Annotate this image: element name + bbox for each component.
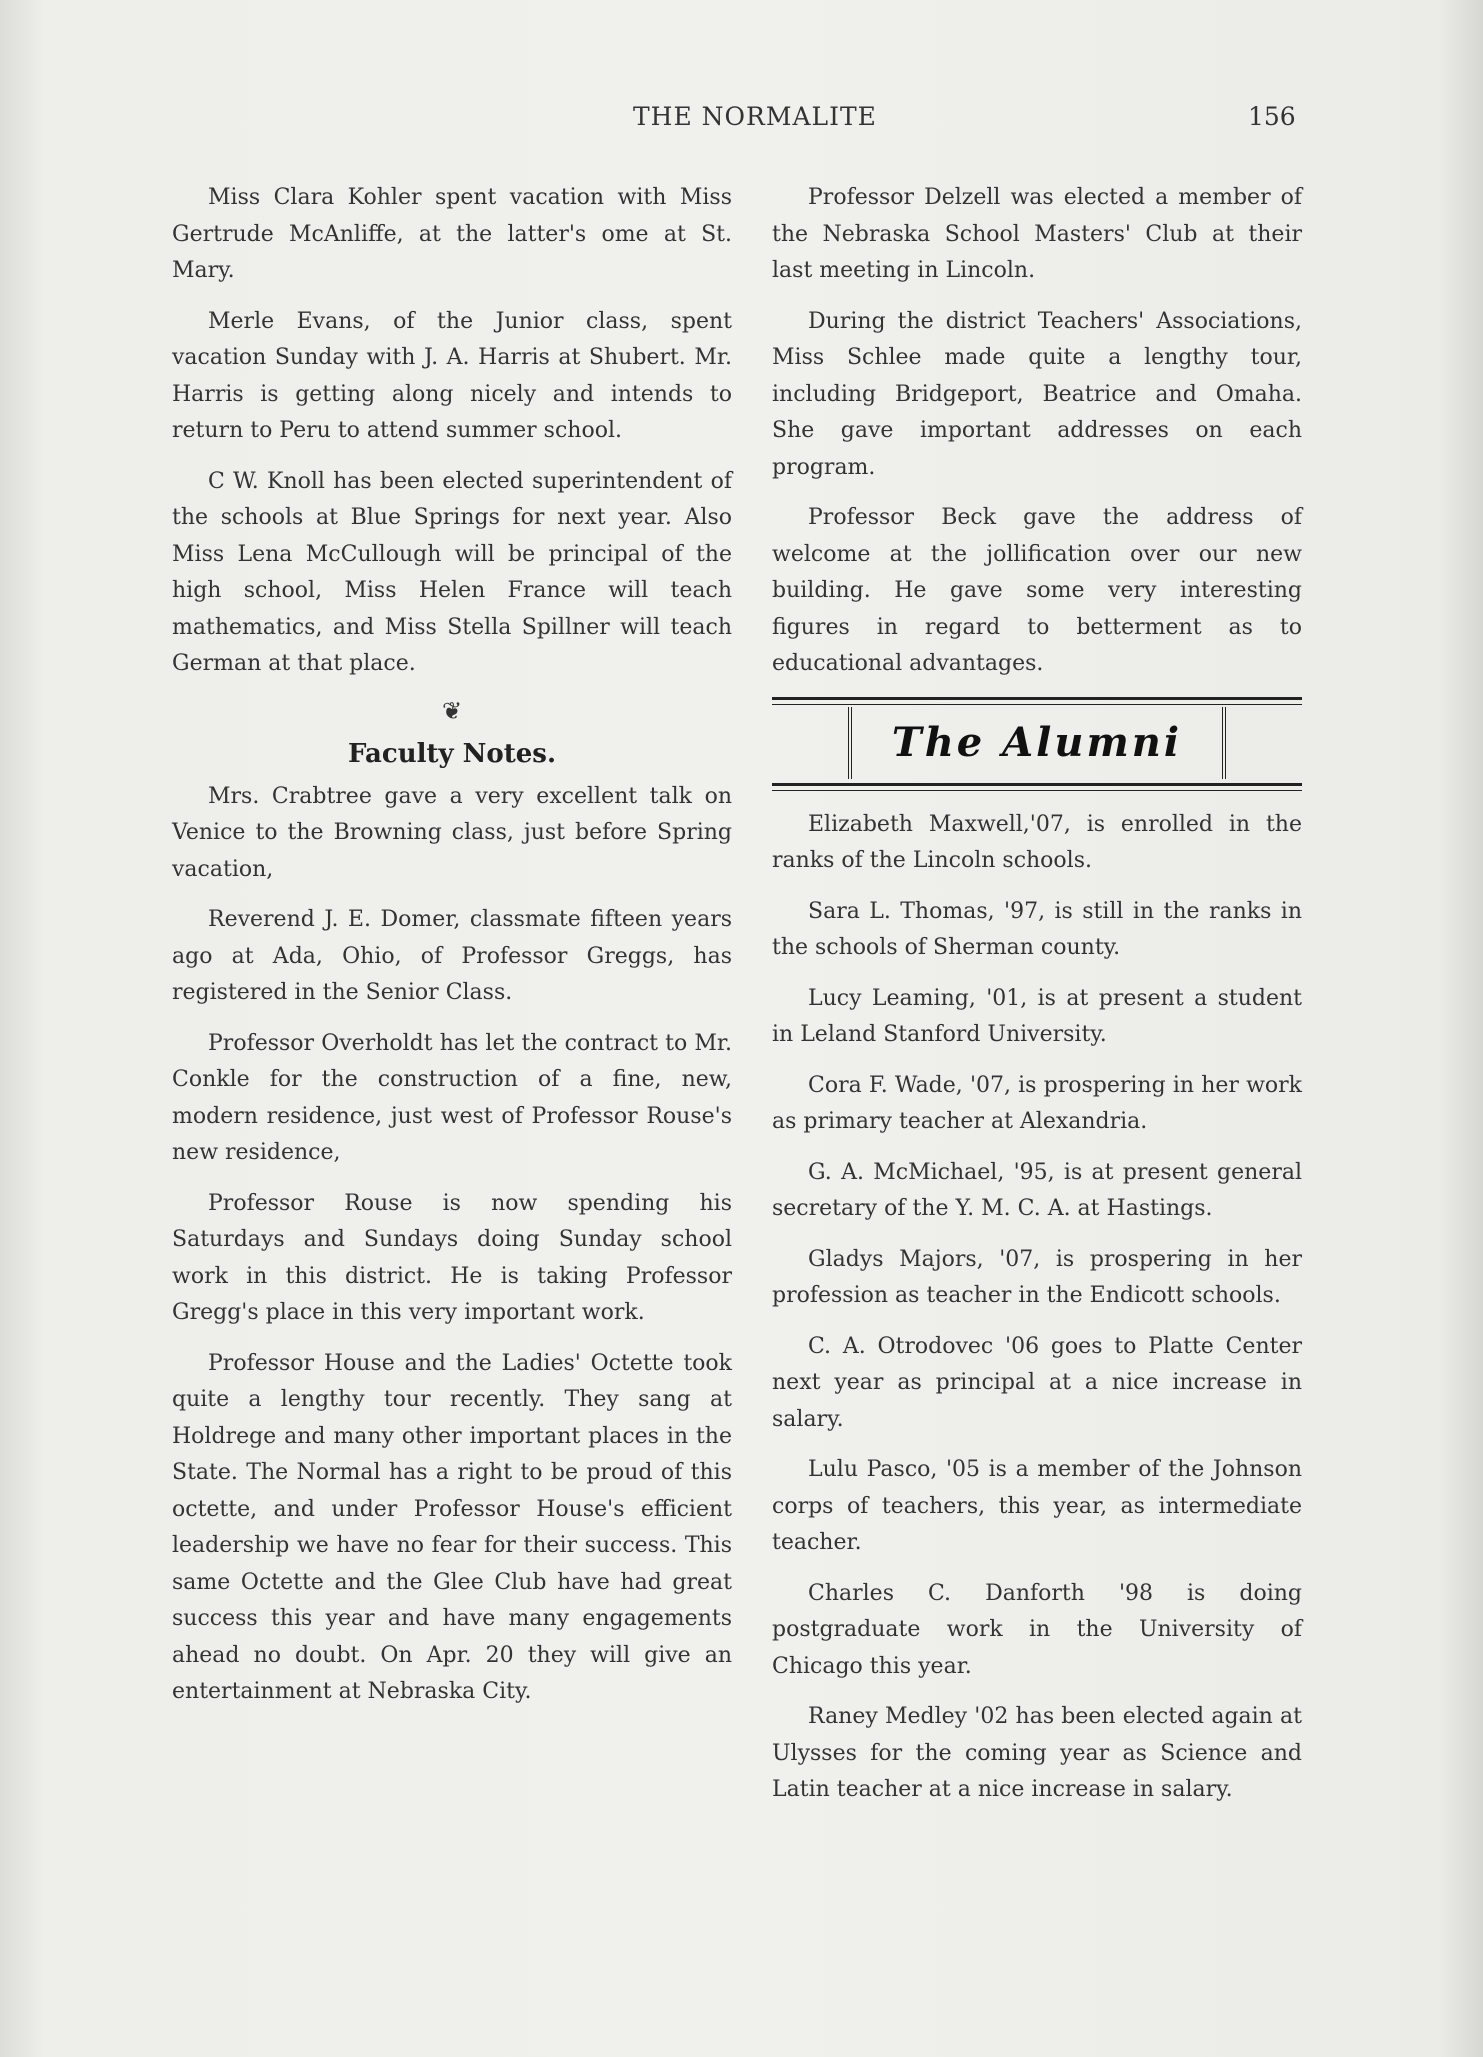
paragraph: Merle Evans, of the Junior class, spent vacation Sunday with J. A. Harris at Shubert. Mr. Harris is getting along nicely and intends to return to Peru to attend summer school. bbox=[172, 308, 732, 443]
paragraph: C W. Knoll has been elected superintendent of the schools at Blue Springs for next year. Also Miss Lena McCullough will be principal of the high school, Miss Helen France will teach mathematics, and Miss Stella Spillner will teach German at that place. bbox=[172, 468, 732, 676]
paragraph: Gladys Majors, '07, is prospering in her profession as teacher in the Endicott schools. bbox=[772, 1246, 1302, 1308]
page-header bbox=[0, 102, 1483, 142]
paragraph: Mrs. Crabtree gave a very excellent talk on Venice to the Browning class, just before Spring vacation, bbox=[172, 783, 732, 882]
banner-rule-bottom bbox=[772, 783, 1302, 789]
alumni-banner bbox=[772, 697, 1302, 789]
banner-rule-top bbox=[772, 697, 1302, 703]
banner-box bbox=[848, 707, 1226, 779]
left-column bbox=[172, 180, 732, 1725]
paragraph: Sara L. Thomas, '97, is still in the ranks in the schools of Sherman county. bbox=[772, 898, 1302, 960]
paragraph: G. A. McMichael, '95, is at present general secretary of the Y. M. C. A. at Hastings. bbox=[772, 1159, 1302, 1221]
paragraph: C. A. Otrodovec '06 goes to Platte Center next year as principal at a nice increase in salary. bbox=[772, 1333, 1302, 1432]
paragraph: During the district Teachers' Associations, Miss Schlee made quite a lengthy tour, including Bridgeport, Beatrice and Omaha. She gave important addresses on each program. bbox=[772, 308, 1302, 480]
page-number: 156 bbox=[1248, 102, 1296, 131]
paragraph: Professor Overholdt has let the contract to Mr. Conkle for the construction of a fine, new, modern residence, just west of Professor Rouse's new residence, bbox=[172, 1030, 732, 1165]
paragraph: Professor Rouse is now spending his Saturdays and Sundays doing Sunday school work in this district. He is taking Professor Gregg's place in this very important work. bbox=[172, 1190, 732, 1325]
paragraph: Elizabeth Maxwell,'07, is enrolled in the ranks of the Lincoln schools. bbox=[772, 811, 1302, 873]
paragraph: Raney Medley '02 has been elected again at Ulysses for the coming year as Science and Latin teacher at a nice increase in salary. bbox=[772, 1704, 1302, 1802]
paragraph: Cora F. Wade, '07, is prospering in her work as primary teacher at Alexandria. bbox=[772, 1072, 1302, 1134]
faculty-notes-heading: Faculty Notes. bbox=[347, 738, 556, 769]
right-column bbox=[772, 180, 1302, 1823]
paragraph: Miss Clara Kohler spent vacation with Miss Gertrude McAnliffe, at the latter's ome at St. Mary. bbox=[172, 185, 732, 283]
running-title: THE NORMALITE bbox=[633, 102, 877, 131]
alumni-heading: The Alumni bbox=[891, 719, 1183, 766]
paragraph: Lucy Leaming, '01, is at present a student in Leland Stanford University. bbox=[772, 985, 1302, 1047]
paragraph: Lulu Pasco, '05 is a member of the Johnson corps of teachers, this year, as intermediate teacher. bbox=[772, 1457, 1302, 1555]
paragraph: Professor House and the Ladies' Octette took quite a lengthy tour recently. They sang at Holdrege and many other important places in the State. The Normal has a right to be proud of this octette, and under Professor House's efficient leadership we have no fear for their success. This same Octette and the Glee Club have had great success this year and have many engagements ahead no doubt. On Apr. 20 they will give an entertainment at Nebraska City. bbox=[172, 1350, 732, 1704]
paragraph: Professor Delzell was elected a member of the Nebraska School Masters' Club at their last meeting in Lincoln. bbox=[772, 185, 1302, 283]
paragraph: Charles C. Danforth '98 is doing postgraduate work in the University of Chicago this year. bbox=[772, 1580, 1302, 1679]
paragraph: Professor Beck gave the address of welcome at the jollification over our new building. He gave some very interesting figures in regard to betterment as to educational advantages. bbox=[772, 505, 1302, 676]
paragraph: Reverend J. E. Domer, classmate fifteen years ago at Ada, Ohio, of Professor Greggs, has registered in the Senior Class. bbox=[172, 907, 732, 1005]
ornament-icon: ❦ bbox=[441, 696, 463, 725]
